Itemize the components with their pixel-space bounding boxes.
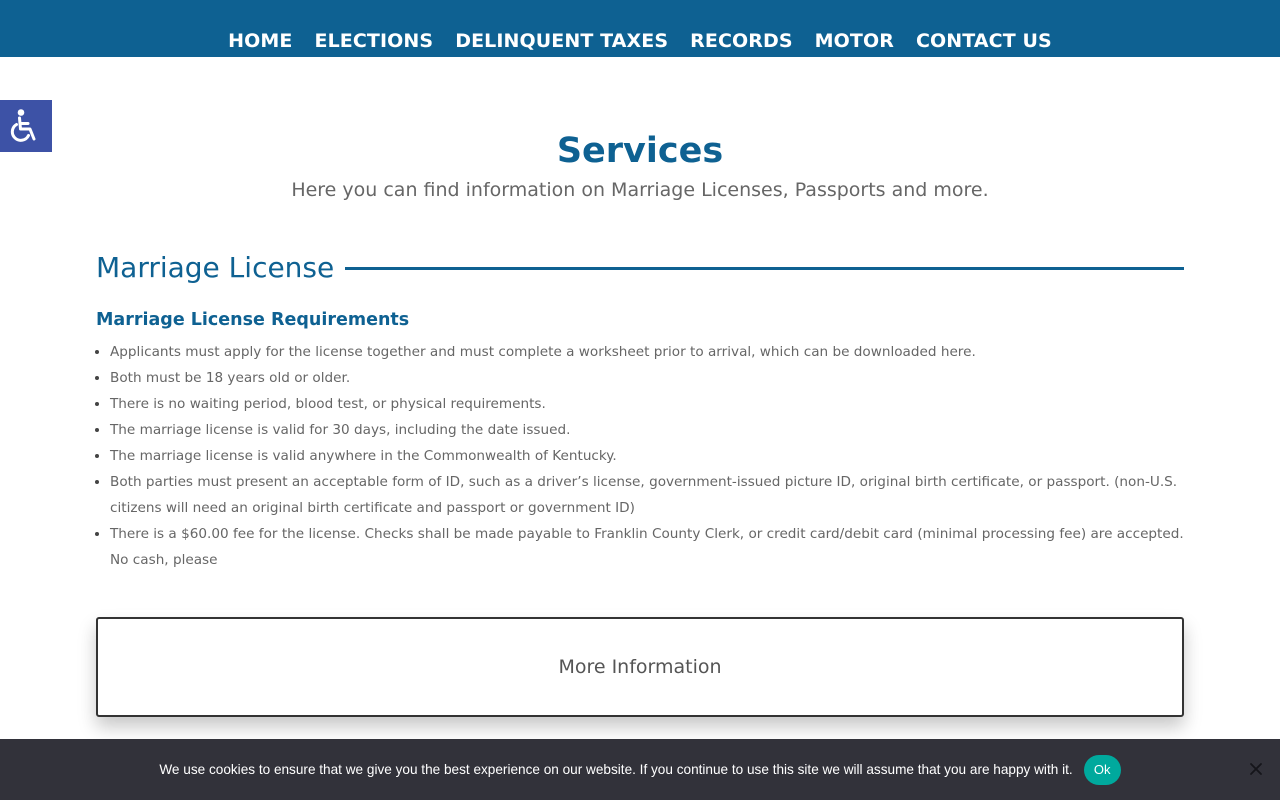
close-icon[interactable]	[1249, 762, 1263, 776]
cookie-ok-button[interactable]: Ok	[1084, 755, 1121, 785]
requirements-list	[96, 339, 1186, 573]
cookie-notice-text: We use cookies to ensure that we give you the best experience on our website. If you continue to use this site we will assume that you are happy with it.	[159, 762, 1073, 777]
list-item: • The marriage license is valid for 30 days, including the date issued.	[110, 417, 1186, 443]
nav-item-elections[interactable]: ELECTIONS	[314, 30, 434, 52]
list-item: • Both must be 18 years old or older.	[110, 365, 1186, 391]
nav-item-records[interactable]: RECORDS	[690, 30, 793, 52]
section-title: Marriage License	[96, 251, 335, 284]
page-title: Services	[556, 131, 724, 171]
nav-item-delinquent-taxes[interactable]: DELINQUENT TAXES	[455, 30, 669, 52]
main-nav	[0, 26, 1280, 56]
section-heading	[96, 250, 1184, 286]
nav-item-home[interactable]: HOME	[228, 30, 293, 52]
cookie-notice-bar	[0, 739, 1280, 800]
list-item: • Both parties must present an acceptable form of ID, such as a driver’s license, government-issued picture ID, original birth certificate, or passport. (non-U.S. citizens will need an original birth certificate and passport or government ID)	[110, 469, 1186, 521]
requirements-heading: Marriage License Requirements	[96, 310, 410, 330]
list-item: • There is a $60.00 fee for the license. Checks shall be made payable to Franklin County Clerk, or credit card/debit card (minimal processing fee) are accepted. No cash, please	[110, 521, 1186, 573]
section-divider	[345, 267, 1184, 270]
more-information-label: More Information	[558, 656, 722, 678]
list-item: • Applicants must apply for the license together and must complete a worksheet prior to arrival, which can be downloaded here.	[110, 339, 1186, 365]
page-subtitle: Here you can find information on Marriage Licenses, Passports and more.	[291, 179, 989, 201]
top-navigation-bar	[0, 0, 1280, 57]
list-item: • There is no waiting period, blood test, or physical requirements.	[110, 391, 1186, 417]
more-information-button[interactable]	[96, 617, 1184, 717]
nav-item-contact-us[interactable]: CONTACT US	[915, 30, 1052, 52]
list-item: • The marriage license is valid anywhere in the Commonwealth of Kentucky.	[110, 443, 1186, 469]
nav-item-motor[interactable]: MOTOR	[814, 30, 894, 52]
